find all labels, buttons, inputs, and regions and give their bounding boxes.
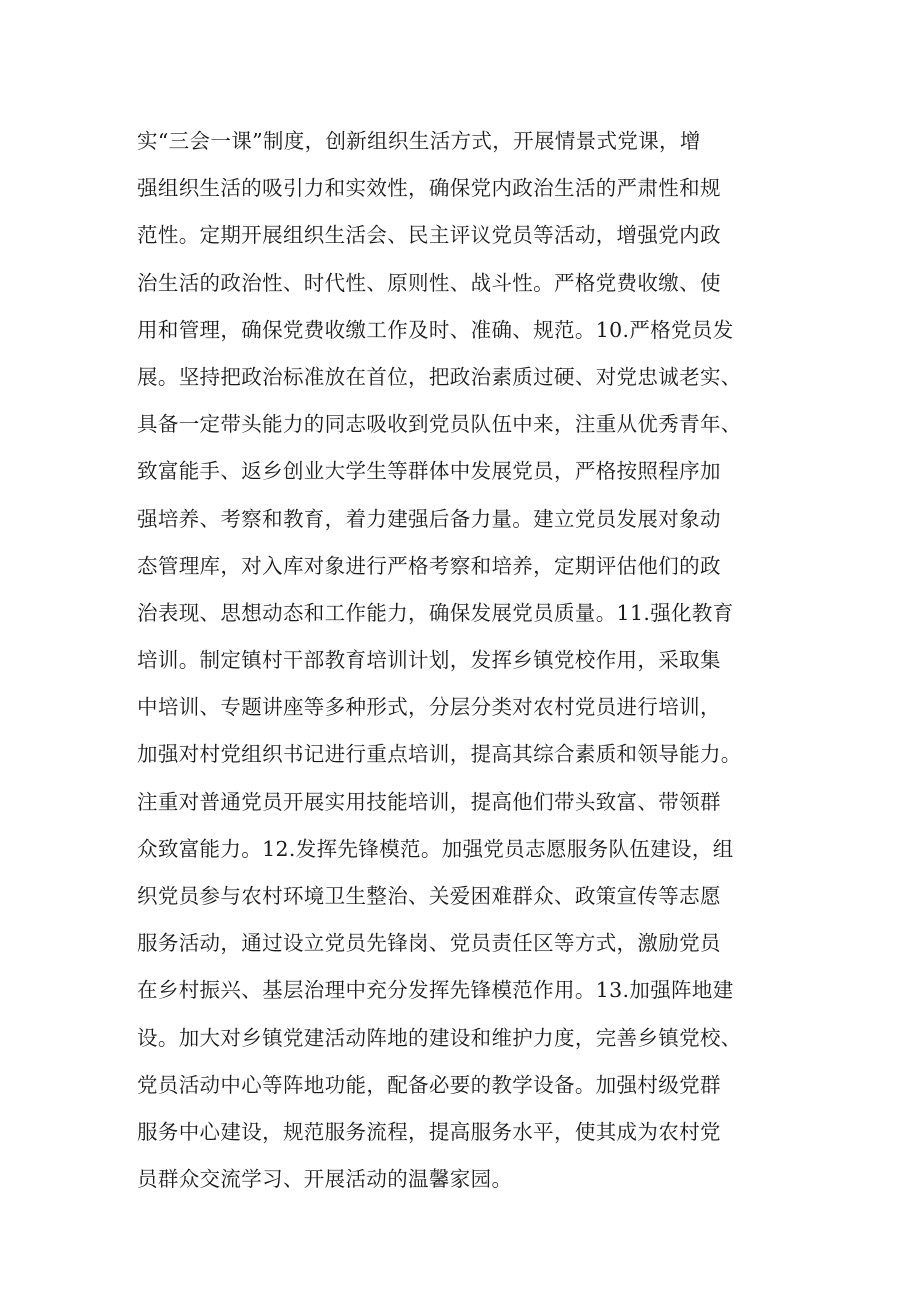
text-line: 具备一定带头能力的同志吸收到党员队伍中来，注重从优秀青年、 [137, 412, 742, 437]
text-line: 培训。制定镇村干部教育培训计划，发挥乡镇党校作用，采取集 [137, 648, 721, 673]
text-line: 党员活动中心等阵地功能，配备必要的教学设备。加强村级党群 [137, 1072, 721, 1097]
text-line: 致富能手、返乡创业大学生等群体中发展党员，严格按照程序加 [137, 459, 721, 484]
text-line: 范性。定期开展组织生活会、民主评议党员等活动，增强党内政 [137, 223, 721, 248]
text-line: 态管理库，对入库对象进行严格考察和培养，定期评估他们的政 [137, 553, 721, 578]
text-line: 注重对普通党员开展实用技能培训，提高他们带头致富、带领群 [137, 789, 721, 814]
text-line: 用和管理，确保党费收缴工作及时、准确、规范。10.严格党员发 [137, 317, 734, 342]
text-line: 织党员参与农村环境卫生整治、关爱困难群众、政策宣传等志愿 [137, 884, 721, 908]
text-line: 服务中心建设，规范服务流程，提高服务水平，使其成为农村党 [137, 1119, 721, 1144]
text-line: 服务活动，通过设立党员先锋岗、党员责任区等方式，激励党员 [137, 931, 721, 956]
text-line: 员群众交流学习、开展活动的温馨家园。 [137, 1167, 513, 1192]
text-line: 治表现、思想动态和工作能力，确保发展党员质量。11.强化教育 [137, 600, 734, 625]
text-line: 实“三会一课”制度，创新组织生活方式，开展情景式党课，增 [137, 129, 701, 153]
text-line: 在乡村振兴、基层治理中充分发挥先锋模范作用。13.加强阵地建 [137, 978, 734, 1003]
text-line: 设。加大对乡镇党建活动阵地的建设和维护力度，完善乡镇党校、 [137, 1025, 742, 1050]
text-line: 强培养、考察和教育，着力建强后备力量。建立党员发展对象动 [137, 506, 721, 531]
text-line: 中培训、专题讲座等多种形式，分层分类对农村党员进行培训， [137, 695, 721, 720]
text-line: 展。坚持把政治标准放在首位，把政治素质过硬、对党忠诚老实、 [137, 364, 742, 389]
text-line: 治生活的政治性、时代性、原则性、战斗性。严格党费收缴、使 [137, 270, 721, 295]
text-line: 加强对村党组织书记进行重点培训，提高其综合素质和领导能力。 [137, 742, 742, 767]
body-paragraph [137, 118, 797, 1203]
text-line: 众致富能力。12.发挥先锋模范。加强党员志愿服务队伍建设，组 [137, 836, 734, 861]
text-line: 强组织生活的吸引力和实效性，确保党内政治生活的严肃性和规 [137, 176, 721, 201]
